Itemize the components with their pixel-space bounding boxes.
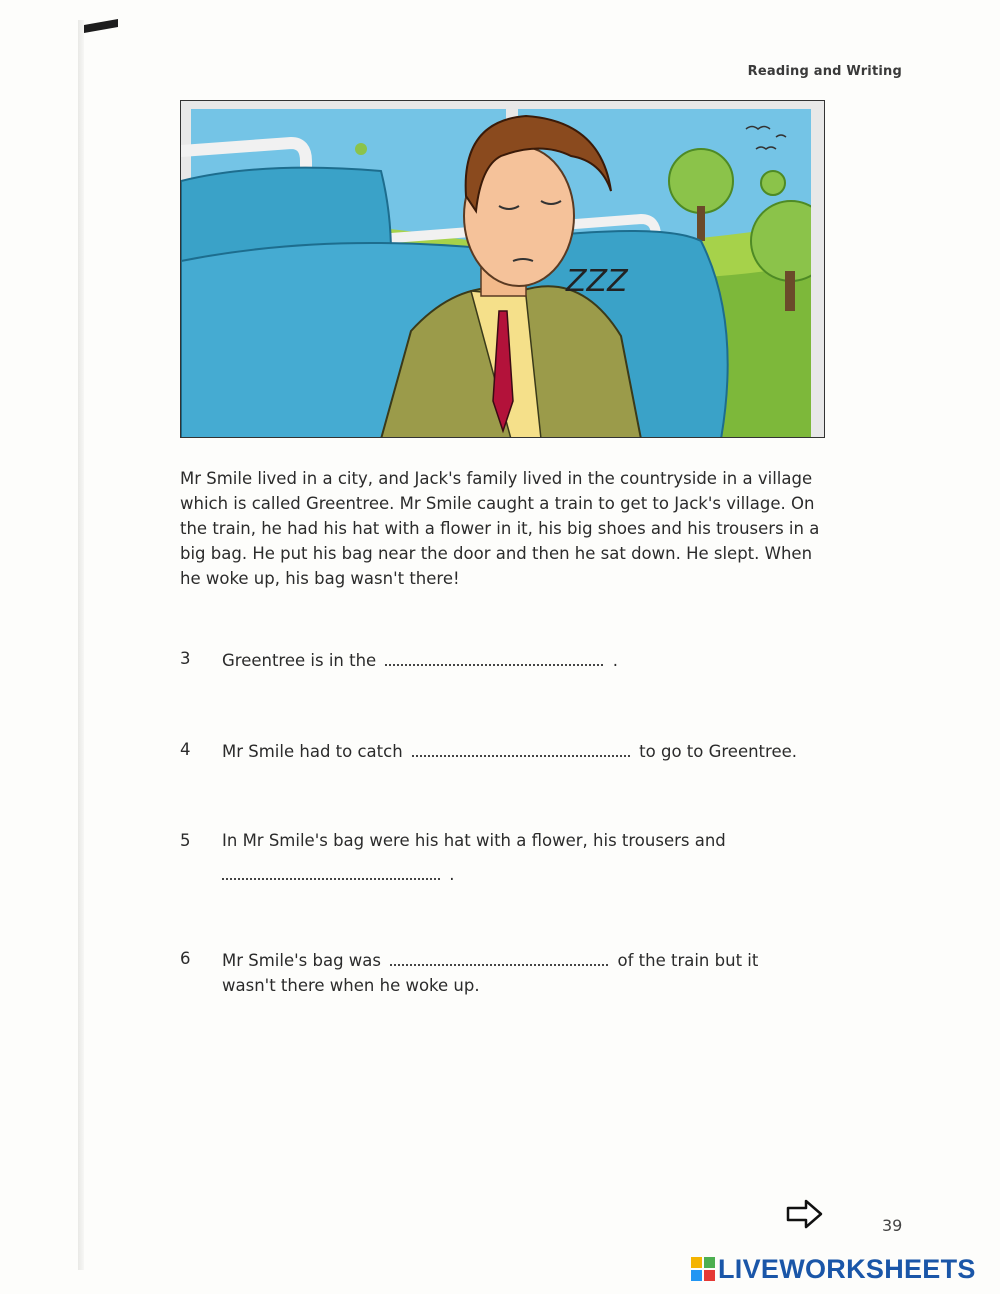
- question-text: In Mr Smile's bag were his hat with a flower, his trousers and: [222, 831, 726, 850]
- question-number: 5: [180, 831, 191, 850]
- next-page-arrow-icon[interactable]: [786, 1198, 824, 1234]
- sleep-zzz-text: ZZZ: [566, 264, 628, 299]
- corner-mark: [84, 19, 118, 33]
- answer-blank-4[interactable]: [412, 737, 630, 757]
- question-number: 6: [180, 949, 191, 968]
- page-number: 39: [882, 1216, 903, 1235]
- watermark-text: LIVEWORKSHEETS: [718, 1253, 976, 1284]
- answer-blank-6[interactable]: [390, 946, 608, 966]
- answer-blank-5[interactable]: [222, 860, 440, 880]
- question-text-after: of the train but it: [617, 951, 759, 970]
- story-paragraph: Mr Smile lived in a city, and Jack's family lived in the countryside in a village which is called Greentree. Mr Smile caught a train to get to Jack's village. On the train, he had his hat with a flower in it, his big shoes and his trousers in a big bag. He put his bag near the door and then he sat down. He slept. When he woke up, his bag wasn't there!: [180, 469, 820, 588]
- sleeping-man-on-train-image: [180, 100, 825, 438]
- page-edge: [78, 20, 84, 1270]
- question-number: 3: [180, 649, 191, 668]
- question-text-after: .: [612, 651, 618, 670]
- question-text-after: to go to Greentree.: [639, 742, 797, 761]
- answer-blank-3[interactable]: [385, 646, 603, 666]
- question-text-line-2: wasn't there when he woke up.: [222, 976, 480, 995]
- liveworksheets-watermark: [690, 1252, 976, 1286]
- question-text: Greentree is in the: [222, 651, 377, 670]
- section-header: Reading and Writing: [747, 64, 902, 79]
- question-number: 4: [180, 740, 191, 759]
- question-text: Mr Smile's bag was: [222, 951, 382, 970]
- liveworksheets-logo-icon: [690, 1256, 716, 1282]
- question-text: Mr Smile had to catch: [222, 742, 403, 761]
- question-text-after: .: [449, 865, 455, 884]
